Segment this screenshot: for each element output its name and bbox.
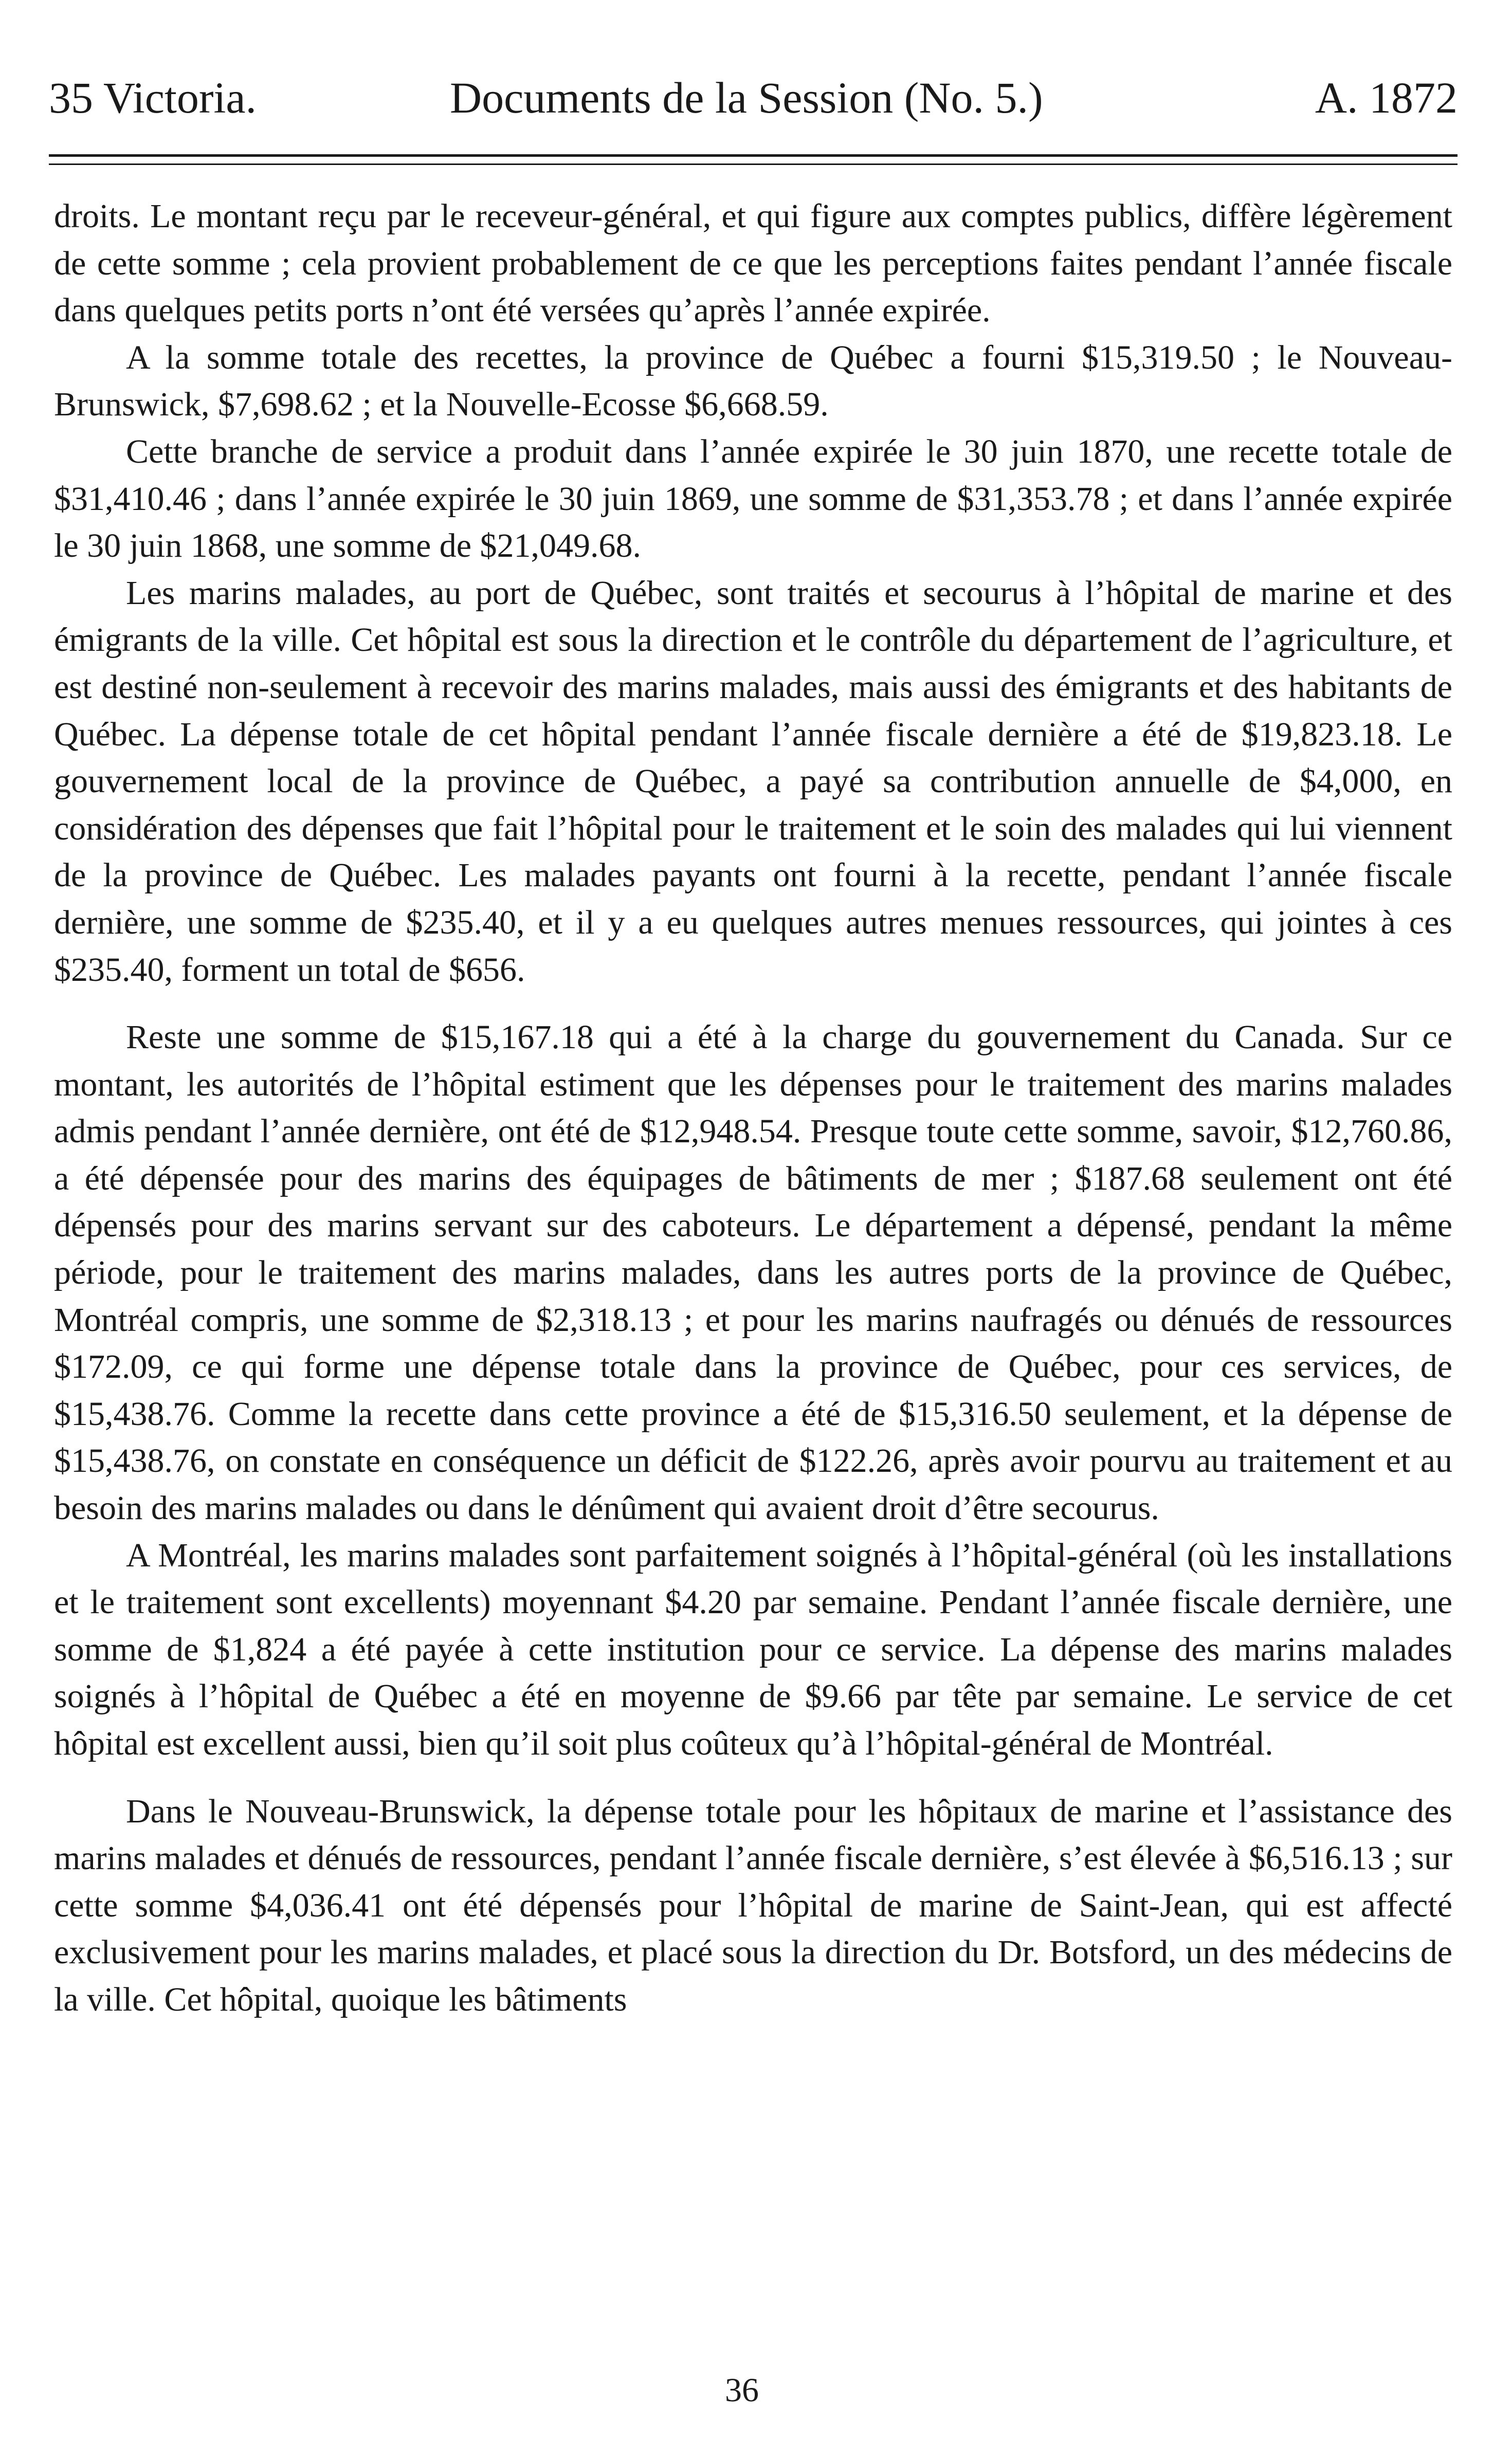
header-document-title: Documents de la Session (No. 5.) <box>450 73 1043 122</box>
paragraph-new-brunswick: Dans le Nouveau-Brunswick, la dépense totale pour les hôpitaux de marine et l’assistance des marins malades et dénués de ressources, pendant l’année fiscale dernière, s’est élevée à $6,516.13 ; sur cette somme $4,036.41 ont été dépensés pour l’hôpital de marine de Saint-Jean, qui est affecté exclusivement pour les marins malades, et placé sous la direction du Dr. Botsford, un des médecins de la ville. Cet hôpital, quoique les bâtiments <box>54 1792 1452 2018</box>
paragraph-provincial-receipts: A la somme totale des recettes, la province de Québec a fourni $15,319.50 ; le Nouveau-Brunswick, $7,698.62 ; et la Nouvelle-Ecosse $6,668.59. <box>54 338 1452 424</box>
header-rule-thin <box>49 163 1458 165</box>
header-year-label: A. 1872 <box>1315 73 1458 122</box>
paragraph-quebec-hospital: Les marins malades, au port de Québec, sont traités et secourus à l’hôpital de marine et des émigrants de la ville. Cet hôpital est sous la direction et le contrôle du département de l’agriculture, et est destiné non-seulement à recevoir des marins malades, mais aussi des émigrants et des habitants de Québec. La dépense totale de cet hôpital pendant l’année fiscale dernière a été de $19,823.18. Le gouvernement local de la province de Québec, a payé sa contribution annuelle de $4,000, en considération des dépenses que fait l’hôpital pour le traitement et le soin des malades qui lui viennent de la province de Québec. Les malades payants ont fourni à la recette, pendant l’année fiscale dernière, une somme de $235.40, et il y a eu quelques autres menues ressources, qui jointes à ces $235.40, forment un total de $656. <box>54 574 1452 989</box>
header-session-label: 35 Victoria. <box>49 73 257 122</box>
paragraph-remaining-sum: Reste une somme de $15,167.18 qui a été à la charge du gouvernement du Canada. Sur ce montant, les autorités de l’hôpital estiment que les dépenses pour le traitement des marins malades admis pendant l’année dernière, ont été de $12,948.54. Presque toute cette somme, savoir, $12,760.86, a été dépensée pour des marins des équipages de bâtiments de mer ; $187.68 seulement ont été dépensés pour des marins servant sur des caboteurs. Le département a dépensé, pendant la même période, pour le traitement des marins malades, dans les autres ports de la province de Québec, Montréal compris, une somme de $2,318.13 ; et pour les marins naufragés ou dénués de ressources $172.09, ce qui forme une dépense totale dans la province de Québec, pour ces services, de $15,438.76. Comme la recette dans cette province a été de $15,316.50 seulement, et la dépense de $15,438.76, on constate en conséquence un déficit de $122.26, après avoir pourvu au traitement et au besoin des marins malades ou dans le dénûment qui avaient droit d’être secourus. <box>54 1018 1452 1527</box>
header-rule-thick <box>49 154 1458 157</box>
document-body <box>54 193 1452 2023</box>
page-number: 36 <box>725 2371 759 2409</box>
paragraph-annual-receipts: Cette branche de service a produit dans l’année expirée le 30 juin 1870, une recette totale de $31,410.46 ; dans l’année expirée le 30 juin 1869, une somme de $31,353.78 ; et dans l’année expirée le 30 juin 1868, une somme de $21,049.68. <box>54 432 1452 565</box>
paragraph-montreal: A Montréal, les marins malades sont parfaitement soignés à l’hôpital-général (où les installations et le traitement sont excellents) moyennant $4.20 par semaine. Pendant l’année fiscale dernière, une somme de $1,824 a été payée à cette institution pour ce service. La dépense des marins malades soignés à l’hôpital de Québec a été en moyenne de $9.66 par tête par semaine. Le service de cet hôpital est excellent aussi, bien qu’il soit plus coûteux qu’à l’hôpital-général de Montréal. <box>54 1536 1452 1762</box>
paragraph-continuation: droits. Le montant reçu par le receveur-général, et qui figure aux comptes publics, diffère légèrement de cette somme ; cela provient probablement de ce que les perceptions faites pendant l’année fiscale dans quelques petits ports n’ont été versées qu’après l’année expirée. <box>54 197 1452 330</box>
running-header <box>49 67 1458 129</box>
